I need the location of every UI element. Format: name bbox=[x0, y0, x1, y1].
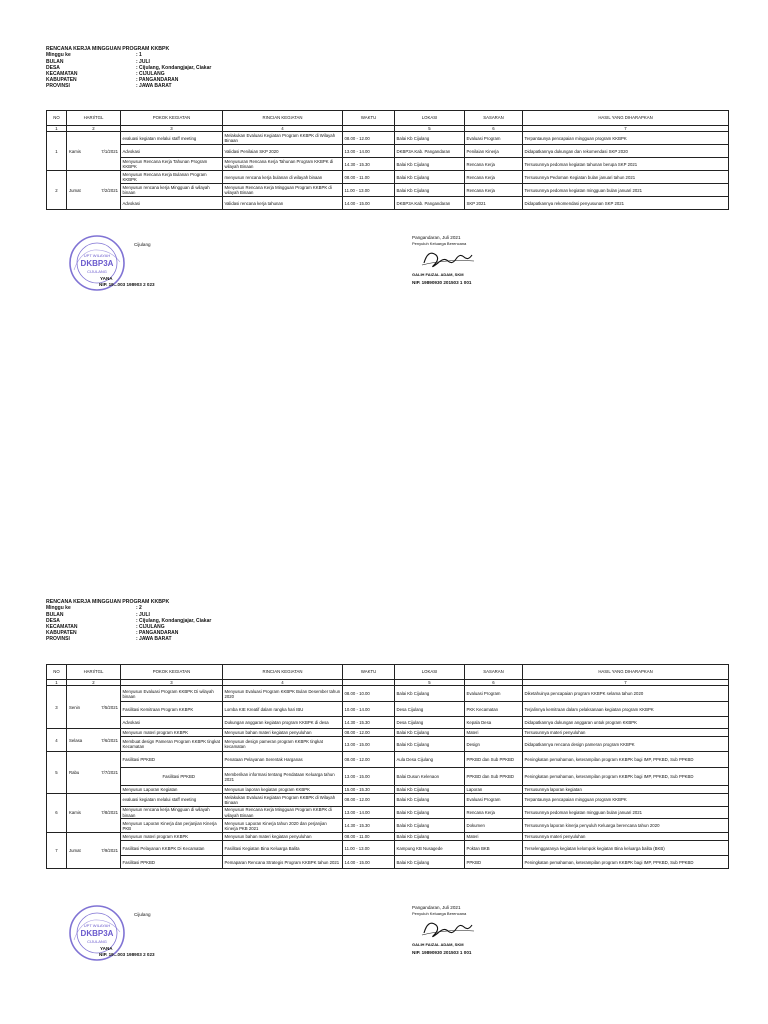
stamp-line-3: CIJULANG bbox=[87, 269, 107, 274]
day-name: Kamis bbox=[69, 148, 81, 154]
lokasi: Balai Kb Cijulang bbox=[395, 819, 465, 833]
table-row bbox=[47, 171, 729, 184]
stamp-line-3: CIJULANG bbox=[87, 939, 107, 944]
day-date: 7/7/2021 bbox=[101, 769, 118, 775]
sasaran: Materi bbox=[465, 729, 523, 737]
lokasi: Balai Kb Cijulang bbox=[395, 132, 465, 145]
column-number: 4 bbox=[223, 680, 343, 686]
day-name: Rabu bbox=[69, 769, 80, 775]
meta-key: PROVINSI bbox=[46, 636, 70, 643]
pokok-kegiatan-cell bbox=[121, 752, 223, 768]
column-header: RINCIAN KEGIATAN bbox=[223, 111, 343, 126]
column-number: 5 bbox=[395, 680, 465, 686]
sasaran: PPKBD dan Sub PPKBD bbox=[465, 768, 523, 786]
day-date: 7/1/2021 bbox=[101, 148, 118, 154]
meta-key: KECAMATAN bbox=[46, 71, 78, 78]
table-row bbox=[47, 793, 729, 806]
pokok-kegiatan-cell bbox=[121, 145, 223, 158]
column-number: 5 bbox=[395, 126, 465, 132]
rincian-kegiatan: Pemaparan Rencana Strategis Program KKBPK tahun 2021 bbox=[223, 856, 343, 869]
lokasi: Balai Kb Cijulang bbox=[395, 686, 465, 702]
lokasi: Desa Cijulang bbox=[395, 717, 465, 729]
day-date: 7/9/2021 bbox=[101, 848, 118, 854]
day-number: 7 bbox=[47, 833, 67, 869]
day-date-cell bbox=[67, 793, 121, 833]
waktu: 13.00 - 14.00 bbox=[343, 145, 395, 158]
signer-role: Penyuluh Keluarga Berencana bbox=[412, 241, 467, 246]
waktu: 13.00 - 15.00 bbox=[343, 737, 395, 752]
sasaran: Laporan bbox=[465, 786, 523, 793]
column-number: 1 bbox=[47, 126, 67, 132]
day-date: 7/2/2021 bbox=[101, 187, 118, 193]
meta-row bbox=[46, 83, 728, 89]
rincian-kegiatan: Validasi Penilaian SKP 2020 bbox=[223, 145, 343, 158]
meta-key: DESA bbox=[46, 617, 60, 624]
stamp-line-2: DKBP3A bbox=[80, 259, 114, 268]
pokok-kegiatan-cell bbox=[121, 702, 223, 717]
plan-table bbox=[46, 664, 729, 869]
column-header: WAKTU bbox=[343, 665, 395, 680]
meta-value: : 1 bbox=[136, 52, 142, 59]
column-number: 7 bbox=[523, 126, 729, 132]
lokasi: Balai Kb Cijulang bbox=[395, 793, 465, 806]
waktu: 14.30 - 15.30 bbox=[343, 158, 395, 171]
rincian-kegiatan: Memberikan informasi tentang Pendataan Keluarga tahun 2021 bbox=[223, 768, 343, 786]
waktu: 08.00 - 11.00 bbox=[343, 171, 395, 184]
hasil-diharapkan: Terpantaunya pencapaian mingguan program KKBPK bbox=[523, 793, 729, 806]
meta-value: : JULI bbox=[136, 58, 150, 65]
table-row bbox=[47, 686, 729, 702]
table-row bbox=[47, 768, 729, 786]
column-number: 2 bbox=[67, 680, 121, 686]
waktu: 13.00 - 14.00 bbox=[343, 806, 395, 819]
pokok-kegiatan: Menyusun materi program KKBPK bbox=[122, 730, 189, 736]
waktu: 14.00 - 15.00 bbox=[343, 197, 395, 210]
pokok-kegiatan: Menyusun Laporan Kegiatan bbox=[122, 786, 178, 792]
signer-name: GALIH FAIZAL ADAM, SKM bbox=[412, 272, 464, 277]
pokok-kegiatan-cell bbox=[121, 197, 223, 210]
day-number: 3 bbox=[47, 686, 67, 729]
lokasi: Kampung KB Nusagede bbox=[395, 841, 465, 856]
sasaran: Kepala Desa bbox=[465, 717, 523, 729]
table-row bbox=[47, 806, 729, 819]
lokasi: Balai Kb Cijulang bbox=[395, 158, 465, 171]
lokasi: Balai Dusun Kelenaon bbox=[395, 768, 465, 786]
left-signer-nip: NIP. 19...003 198903 2 023 bbox=[99, 952, 155, 957]
hasil-diharapkan: Peningkatan pemahaman, keterampilan program KKBPK bagi IMP, PPKBD, Sub PPKBD bbox=[523, 752, 729, 768]
lokasi: Balai Kb Cijulang bbox=[395, 737, 465, 752]
pokok-kegiatan: Advokasi bbox=[122, 200, 140, 206]
meta-value: : CIJULANG bbox=[136, 624, 165, 631]
column-number: 7 bbox=[523, 680, 729, 686]
left-signer-title: Cijulang bbox=[134, 242, 151, 247]
waktu: 08.00 - 12.00 bbox=[343, 132, 395, 145]
hasil-diharapkan: Didapatkannya rekomendasi penyusunan SKP 2021 bbox=[523, 197, 729, 210]
lokasi: Aula Desa Cijulang bbox=[395, 752, 465, 768]
table-row bbox=[47, 158, 729, 171]
pokok-kegiatan-cell bbox=[121, 171, 223, 184]
sasaran: Rencana Kerja bbox=[465, 806, 523, 819]
pokok-kegiatan: Menyusun Rencana Kerja Tahunan Program KKBPK bbox=[122, 159, 208, 170]
hasil-diharapkan: Tersusunnya laporan kegiatan bbox=[523, 786, 729, 793]
sasaran: PKK Kecamatan bbox=[465, 702, 523, 717]
table-row bbox=[47, 819, 729, 833]
day-number: 6 bbox=[47, 793, 67, 833]
signer-role: Penyuluh Keluarga Berencana bbox=[412, 911, 467, 916]
day-date: 7/6/2021 bbox=[101, 737, 118, 743]
hasil-diharapkan: Terjalinnya kemitraan dalam pelaksanaan kegiatan program KKBPK bbox=[523, 702, 729, 717]
weekly-plan-week-1 bbox=[46, 46, 728, 287]
sasaran: Evaluasi Program bbox=[465, 793, 523, 806]
lokasi: Balai Kb Cijulang bbox=[395, 184, 465, 197]
column-header: LOKASI bbox=[395, 665, 465, 680]
pokok-kegiatan-cell bbox=[121, 793, 223, 806]
waktu: 08.00 - 11.00 bbox=[343, 833, 395, 841]
document-meta bbox=[46, 52, 728, 89]
table-row bbox=[47, 145, 729, 158]
pokok-kegiatan: evaluasi kegiatan melalui staff meeting bbox=[122, 135, 197, 141]
pokok-kegiatan-cell bbox=[121, 786, 223, 793]
rincian-kegiatan: Fasilitasi Kegiatan Bina Keluarga Balita bbox=[223, 841, 343, 856]
pokok-kegiatan: Menyusun Rencana Kerja Bulanan Program KKBPK bbox=[122, 172, 207, 183]
day-date-cell bbox=[67, 171, 121, 210]
pokok-kegiatan: Fasilitasi Kemitraan Program KKBPK bbox=[122, 706, 194, 712]
column-header: HARI/TGL bbox=[67, 665, 121, 680]
waktu: 08.00 - 12.00 bbox=[343, 752, 395, 768]
rincian-kegiatan: Penataan Pelayanan Serentak Harganas bbox=[223, 752, 343, 768]
waktu: 11.00 - 13.00 bbox=[343, 841, 395, 856]
hasil-diharapkan: Didapatkannya rencana design pameran program KKBPK bbox=[523, 737, 729, 752]
sasaran: Evaluasi Program bbox=[465, 132, 523, 145]
rincian-kegiatan: menyusun rencana kerja bulanan di wilayah binaan bbox=[223, 171, 343, 184]
column-header: SASARAN bbox=[465, 111, 523, 126]
pokok-kegiatan-cell bbox=[121, 184, 223, 197]
pokok-kegiatan: evaluasi kegiatan melalui staff meeting bbox=[122, 797, 197, 803]
meta-key: DESA bbox=[46, 64, 60, 71]
pokok-kegiatan-cell bbox=[121, 737, 223, 752]
rincian-kegiatan: Menyusun Evaluasi Program KKBPK Bulan Desember tahun 2020 bbox=[223, 686, 343, 702]
column-number: 6 bbox=[465, 680, 523, 686]
document-meta bbox=[46, 605, 728, 642]
lokasi: DKBP3A Kab. Pangandaran bbox=[395, 145, 465, 158]
pokok-kegiatan-cell bbox=[121, 819, 223, 833]
day-number: 4 bbox=[47, 729, 67, 752]
hasil-diharapkan: Tersusunnya pedoman kegiatan mingguan bulan januari 2021 bbox=[523, 806, 729, 819]
meta-value: : CIJULANG bbox=[136, 71, 165, 78]
column-header: NO bbox=[47, 111, 67, 126]
day-name: Selasa bbox=[69, 737, 83, 743]
column-number: 1 bbox=[47, 680, 67, 686]
waktu: 14.30 - 15.30 bbox=[343, 717, 395, 729]
day-name: Jumat bbox=[69, 848, 81, 854]
sasaran: PPKBD bbox=[465, 856, 523, 869]
document-title: RENCANA KERJA MINGGUAN PROGRAM KKBPK bbox=[46, 599, 170, 605]
lokasi: Balai Kb Cijulang bbox=[395, 806, 465, 819]
hasil-diharapkan: Didapatkannya dukungan anggaran untuk program KKBPK bbox=[523, 717, 729, 729]
column-header: SASARAN bbox=[465, 665, 523, 680]
column-header: WAKTU bbox=[343, 111, 395, 126]
meta-row bbox=[46, 636, 728, 642]
hasil-diharapkan: Tersusunnya Pedoman Kegiatan bulan januari tahun 2021 bbox=[523, 171, 729, 184]
column-number: 4 bbox=[223, 126, 343, 132]
sasaran: Penilaian Kinerja bbox=[465, 145, 523, 158]
hasil-diharapkan: Terselenggaranya kegiatan kelompok kegiatan Bina keluarga balita (BKB) bbox=[523, 841, 729, 856]
hasil-diharapkan: Tersusunnya laporan kinerja penyuluh Keluarga berencana tahun 2020 bbox=[523, 819, 729, 833]
sasaran: Poktan BKB bbox=[465, 841, 523, 856]
left-signer-nip: NIP. 19...003 198903 2 023 bbox=[99, 282, 155, 287]
stamp-line-1: UPT WILAYAH bbox=[83, 923, 111, 928]
lokasi: Balai Kb Cijulang bbox=[395, 856, 465, 869]
meta-key: PROVINSI bbox=[46, 83, 70, 90]
pokok-kegiatan-cell bbox=[121, 856, 223, 869]
table-row bbox=[47, 132, 729, 145]
day-date-cell bbox=[67, 729, 121, 752]
pokok-kegiatan: Menyusun Laporan Kinerja dan perjanjian Kinerja PKB bbox=[122, 820, 217, 831]
table-row bbox=[47, 702, 729, 717]
pokok-kegiatan: Advokasi bbox=[122, 148, 140, 154]
lokasi: Desa Cijulang bbox=[395, 702, 465, 717]
day-name: Kamis bbox=[69, 810, 81, 816]
table-row bbox=[47, 833, 729, 841]
stamp-line-1: UPT WILAYAH bbox=[83, 253, 111, 258]
hasil-diharapkan: Didapatkannya dukungan dan rekomendasi SKP 2020 bbox=[523, 145, 729, 158]
lokasi: Balai Kb Cijulang bbox=[395, 171, 465, 184]
rincian-kegiatan: Menyusun Laporan Kinerja tahun 2020 dan perjanjian Kinerja PKB 2021 bbox=[223, 819, 343, 833]
place-date: Pangandaran, Juli 2021 bbox=[412, 235, 461, 240]
waktu: 11.00 - 13.00 bbox=[343, 184, 395, 197]
pokok-kegiatan: Fasilitasi PPKBD bbox=[122, 859, 155, 865]
day-date: 7/5/2021 bbox=[101, 704, 118, 710]
column-number: 3 bbox=[121, 126, 223, 132]
rincian-kegiatan: Menyusun design pameran program KKBPK tingkat kecamatan bbox=[223, 737, 343, 752]
pokok-kegiatan: Fasilitasi PPKBD bbox=[122, 757, 155, 763]
sasaran: Rencana Kerja bbox=[465, 171, 523, 184]
stamp-line-2: DKBP3A bbox=[80, 929, 114, 938]
pokok-kegiatan: Menyusun rencana kerja Mingguan di wilayah binaan bbox=[122, 807, 210, 818]
rincian-kegiatan: Melakukan Evaluasi Kegiatan Program KKBPK di Wilayah Binaan bbox=[223, 132, 343, 145]
header-row bbox=[47, 665, 729, 680]
column-header: HARI/TGL bbox=[67, 111, 121, 126]
left-signer-title: Cijulang bbox=[134, 912, 151, 917]
pokok-kegiatan-cell bbox=[121, 132, 223, 145]
sasaran: Rencana Kerja bbox=[465, 184, 523, 197]
meta-key: BULAN bbox=[46, 58, 64, 65]
sasaran: Design bbox=[465, 737, 523, 752]
sasaran: Evaluasi Program bbox=[465, 686, 523, 702]
meta-value: : PANGANDARAN bbox=[136, 77, 179, 84]
signer-name: GALIH FAIZAL ADAM, SKM bbox=[412, 942, 464, 947]
table-row bbox=[47, 841, 729, 856]
column-header: POKOK KEGIATAN bbox=[121, 665, 223, 680]
table-row bbox=[47, 184, 729, 197]
column-number: 3 bbox=[121, 680, 223, 686]
handwritten-signature-icon bbox=[418, 915, 478, 941]
column-header: LOKASI bbox=[395, 111, 465, 126]
lokasi: DKBP3A Kab. Pangandaran bbox=[395, 197, 465, 210]
waktu: 14.30 - 15.30 bbox=[343, 819, 395, 833]
signer-nip: NIP. 19890930 201503 1 001 bbox=[412, 280, 472, 285]
signer-nip: NIP. 19890930 201503 1 001 bbox=[412, 950, 472, 955]
meta-key: KABUPATEN bbox=[46, 630, 77, 637]
meta-key: KABUPATEN bbox=[46, 77, 77, 84]
pokok-kegiatan-cell bbox=[121, 806, 223, 819]
pokok-kegiatan: Fasilitasi PPKBD bbox=[162, 774, 195, 780]
rincian-kegiatan: Menyusun Rencana Kerja Mingguan Program KKBPK di wilayah Binaan bbox=[223, 806, 343, 819]
lokasi: Balai Kb Cijulang bbox=[395, 833, 465, 841]
table-row bbox=[47, 729, 729, 737]
column-header: RINCIAN KEGIATAN bbox=[223, 665, 343, 680]
day-number: 2 bbox=[47, 171, 67, 210]
sasaran: Materi bbox=[465, 833, 523, 841]
hasil-diharapkan: Tersusunnya pedoman kegiatan mingguan bulan januari 2021 bbox=[523, 184, 729, 197]
day-date-cell bbox=[67, 833, 121, 869]
table-row bbox=[47, 752, 729, 768]
lokasi: Balai Kb Cijulang bbox=[395, 729, 465, 737]
rincian-kegiatan: Melakukan Evaluasi Kegiatan Program KKBPK di Wilayah Binaan bbox=[223, 793, 343, 806]
hasil-diharapkan: Peningkatan pemahaman, keterampilan program KKBPK bagi IMP, PPKBD, Sub PPKBD bbox=[523, 768, 729, 786]
pokok-kegiatan: Menyusun Evaluasi Program KKBPK Di wilayah binaan bbox=[122, 688, 214, 699]
left-signer-name: YANA bbox=[100, 276, 113, 281]
table-row bbox=[47, 786, 729, 793]
pokok-kegiatan-cell bbox=[121, 717, 223, 729]
day-date-cell bbox=[67, 132, 121, 171]
sasaran: Rencana Kerja bbox=[465, 158, 523, 171]
left-signer-name: YANA bbox=[100, 946, 113, 951]
column-header: NO bbox=[47, 665, 67, 680]
handwritten-signature-icon bbox=[418, 245, 478, 271]
rincian-kegiatan: Dukungan anggaran kegiatan program KKBPK di desa bbox=[223, 717, 343, 729]
pokok-kegiatan-cell bbox=[121, 686, 223, 702]
column-header: POKOK KEGIATAN bbox=[121, 111, 223, 126]
meta-value: : 2 bbox=[136, 605, 142, 612]
rincian-kegiatan: Menyusun laporan kegiatan program KKBPK bbox=[223, 786, 343, 793]
waktu: 14.00 - 15.00 bbox=[343, 856, 395, 869]
weekly-plan-week-2 bbox=[46, 599, 728, 957]
lokasi: Balai Kb Cijulang bbox=[395, 786, 465, 793]
day-number: 5 bbox=[47, 752, 67, 793]
pokok-kegiatan: Advokasi bbox=[122, 720, 140, 726]
waktu: 13.00 - 15.00 bbox=[343, 768, 395, 786]
meta-key: Minggu ke bbox=[46, 605, 71, 612]
meta-value: : Cijulang, Kondangjajar, Ciakar bbox=[136, 64, 212, 71]
pokok-kegiatan: Membuat design Pameran Program KKBPK tingkat Kecamatan bbox=[122, 739, 220, 750]
pokok-kegiatan-cell bbox=[121, 729, 223, 737]
table-row bbox=[47, 717, 729, 729]
hasil-diharapkan: Tersusunnya materi penyuluhan bbox=[523, 833, 729, 841]
pokok-kegiatan-cell bbox=[121, 768, 223, 786]
hasil-diharapkan: Peningkatan pemahaman, keterampilan program KKBPK bagi IMP, PPKBD, Sub PPKBD bbox=[523, 856, 729, 869]
rincian-kegiatan: Menyusun bahan materi kegiatan penyuluhan bbox=[223, 729, 343, 737]
meta-value: : JULI bbox=[136, 611, 150, 618]
plan-table bbox=[46, 110, 729, 210]
waktu: 08.00 - 10.00 bbox=[343, 686, 395, 702]
waktu: 08.00 - 12.00 bbox=[343, 793, 395, 806]
waktu: 10.00 - 14.00 bbox=[343, 702, 395, 717]
meta-key: Minggu ke bbox=[46, 52, 71, 59]
day-date-cell bbox=[67, 752, 121, 793]
meta-key: BULAN bbox=[46, 611, 64, 618]
pokok-kegiatan-cell bbox=[121, 841, 223, 856]
table-row bbox=[47, 737, 729, 752]
rincian-kegiatan: Menyusun Rencana Kerja Mingguan Program KKBPK di wilayah Binaan bbox=[223, 184, 343, 197]
meta-key: KECAMATAN bbox=[46, 624, 78, 631]
day-date: 7/8/2021 bbox=[101, 810, 118, 816]
column-number: 2 bbox=[67, 126, 121, 132]
table-row bbox=[47, 197, 729, 210]
day-name: Jumat bbox=[69, 187, 81, 193]
pokok-kegiatan-cell bbox=[121, 833, 223, 841]
hasil-diharapkan: Diketahuinya pencapaian program KKBPK selama tahun 2020 bbox=[523, 686, 729, 702]
waktu: 15.00 - 15.30 bbox=[343, 786, 395, 793]
pokok-kegiatan: Fasilitasi Pelayanan KKBPK Di Kecamatan bbox=[122, 845, 205, 851]
sasaran: SKP 2021 bbox=[465, 197, 523, 210]
table-row bbox=[47, 856, 729, 869]
place-date: Pangandaran, Juli 2021 bbox=[412, 905, 461, 910]
pokok-kegiatan: Menyusun rencana kerja Mingguan di wilayah binaan bbox=[122, 185, 210, 196]
column-header: HASIL YANG DIHARAPKAN bbox=[523, 665, 729, 680]
waktu: 08.00 - 12.00 bbox=[343, 729, 395, 737]
header-row bbox=[47, 111, 729, 126]
meta-value: : Cijulang, Kondangjajar, Ciakar bbox=[136, 617, 212, 624]
pokok-kegiatan-cell bbox=[121, 158, 223, 171]
rincian-kegiatan: Lomba KIE Kreatif dalam rangka hari IBU bbox=[223, 702, 343, 717]
hasil-diharapkan: Tersusunnya pedoman kegiatan tahunan berupa SKP 2021 bbox=[523, 158, 729, 171]
meta-value: : PANGANDARAN bbox=[136, 630, 179, 637]
rincian-kegiatan: Menyusun bahan materi kegiatan penyuluhan bbox=[223, 833, 343, 841]
meta-value: : JAWA BARAT bbox=[136, 83, 172, 90]
meta-value: : JAWA BARAT bbox=[136, 636, 172, 643]
day-name: Senin bbox=[69, 704, 80, 710]
rincian-kegiatan: Validasi rencana kerja tahunan bbox=[223, 197, 343, 210]
pokok-kegiatan: Menyusun materi program KKBPK bbox=[122, 834, 189, 840]
hasil-diharapkan: Terpantaunya pencapaian mingguan program KKBPK bbox=[523, 132, 729, 145]
day-date-cell bbox=[67, 686, 121, 729]
column-header: HASIL YANG DIHARAPKAN bbox=[523, 111, 729, 126]
column-number: 6 bbox=[465, 126, 523, 132]
sasaran: PPKBD dan Sub PPKBD bbox=[465, 752, 523, 768]
rincian-kegiatan: Menyusuran Rencana Kerja Tahunan Program KKBPK di wilayah Binaan bbox=[223, 158, 343, 171]
document-title: RENCANA KERJA MINGGUAN PROGRAM KKBPK bbox=[46, 46, 170, 52]
day-number: 1 bbox=[47, 132, 67, 171]
sasaran: Dokumen bbox=[465, 819, 523, 833]
hasil-diharapkan: Tersusunnya materi penyuluhan bbox=[523, 729, 729, 737]
